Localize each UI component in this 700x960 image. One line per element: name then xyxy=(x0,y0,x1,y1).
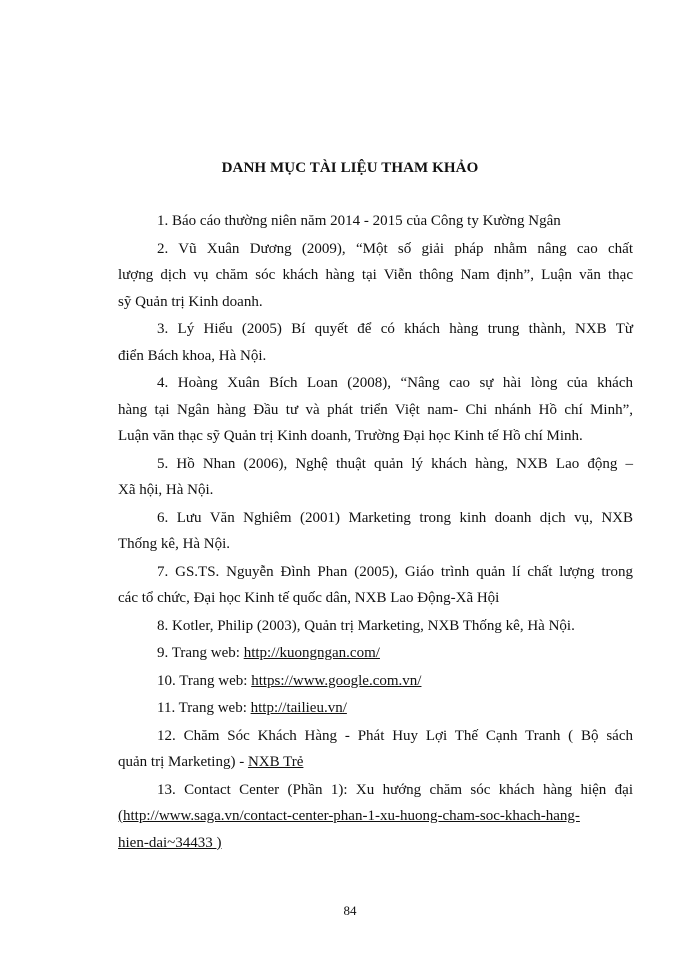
reference-line: 12. Chăm Sóc Khách Hàng - Phát Huy Lợi Thế Cạnh Tranh ( Bộ sách xyxy=(157,727,633,744)
reference-line: 1. Báo cáo thường niên năm 2014 - 2015 của Công ty Kường Ngân xyxy=(157,213,561,229)
reference-item xyxy=(118,208,633,235)
reference-line: lượng dịch vụ chăm sóc khách hàng tại Viễn thông Nam định”, Luận văn thạc xyxy=(118,267,633,283)
reference-line: các tổ chức, Đại học Kinh tế quốc dân, NXB Lao Động-Xã Hội xyxy=(118,590,500,606)
reference-item xyxy=(118,640,633,667)
reference-list xyxy=(118,208,633,856)
reference-line: Luận văn thạc sỹ Quản trị Kinh doanh, Trường Đại học Kinh tế Hồ chí Minh. xyxy=(118,428,583,444)
website-link[interactable]: http://tailieu.vn/ xyxy=(250,700,347,716)
website-link[interactable]: https://www.google.com.vn/ xyxy=(251,672,422,689)
reference-label: 11. Trang web: xyxy=(157,700,251,716)
page-title: DANH MỤC TÀI LIỆU THAM KHẢO xyxy=(221,160,479,176)
url-link-line[interactable]: hien-dai~34433 ) xyxy=(118,834,222,851)
page-number: 84 xyxy=(343,903,357,918)
reference-line: Xã hội, Hà Nội. xyxy=(118,482,214,498)
reference-item xyxy=(118,559,633,612)
reference-text: quản trị Marketing) - xyxy=(118,754,248,770)
reference-line: 3. Lý Hiểu (2005) Bí quyết để có khách hàng trung thành, NXB Từ xyxy=(157,321,633,337)
reference-label: 10. Trang web: xyxy=(157,672,252,689)
reference-line: hàng tại Ngân hàng Đầu tư và phát triển Việt nam- Chi nhánh Hồ chí Minh”, xyxy=(118,401,633,418)
reference-line xyxy=(118,749,633,776)
reference-line: 5. Hồ Nhan (2006), Nghệ thuật quản lý khách hàng, NXB Lao động – xyxy=(157,455,633,472)
reference-item xyxy=(118,236,633,316)
reference-item xyxy=(118,777,633,857)
reference-item xyxy=(118,695,633,722)
reference-line: 4. Hoàng Xuân Bích Loan (2008), “Nâng cao sự hài lòng của khách xyxy=(157,375,633,391)
reference-item xyxy=(118,668,633,695)
reference-line: điển Bách khoa, Hà Nội. xyxy=(118,347,267,364)
reference-line: sỹ Quản trị Kinh doanh. xyxy=(118,293,263,310)
reference-line: 13. Contact Center (Phần 1): Xu hướng chăm sóc khách hàng hiện đại xyxy=(157,781,633,798)
reference-line: 6. Lưu Văn Nghiêm (2001) Marketing trong kinh doanh dịch vụ, NXB xyxy=(157,509,633,526)
reference-line: 8. Kotler, Philip (2003), Quản trị Marketing, NXB Thống kê, Hà Nội. xyxy=(157,617,575,634)
reference-line xyxy=(118,695,633,722)
reference-label: 9. Trang web: xyxy=(157,645,244,661)
website-link[interactable]: http://kuongngan.com/ xyxy=(243,645,380,661)
reference-line xyxy=(118,640,633,667)
reference-line xyxy=(118,668,633,695)
reference-line: 2. Vũ Xuân Dương (2009), “Một số giải pháp nhằm nâng cao chất xyxy=(157,240,633,257)
reference-item xyxy=(118,316,633,369)
reference-line: Thống kê, Hà Nội. xyxy=(118,536,231,552)
reference-item xyxy=(118,370,633,450)
reference-item xyxy=(118,613,633,640)
reference-item xyxy=(118,723,633,776)
reference-line: 7. GS.TS. Nguyễn Đình Phan (2005), Giáo trình quản lí chất lượng trong xyxy=(157,563,633,580)
reference-item xyxy=(118,505,633,558)
publisher-link[interactable]: NXB Trẻ xyxy=(247,754,304,770)
url-link-line[interactable]: (http://www.saga.vn/contact-center-phan-1-xu-huong-cham-soc-khach-hang- xyxy=(118,808,580,824)
reference-item xyxy=(118,451,633,504)
